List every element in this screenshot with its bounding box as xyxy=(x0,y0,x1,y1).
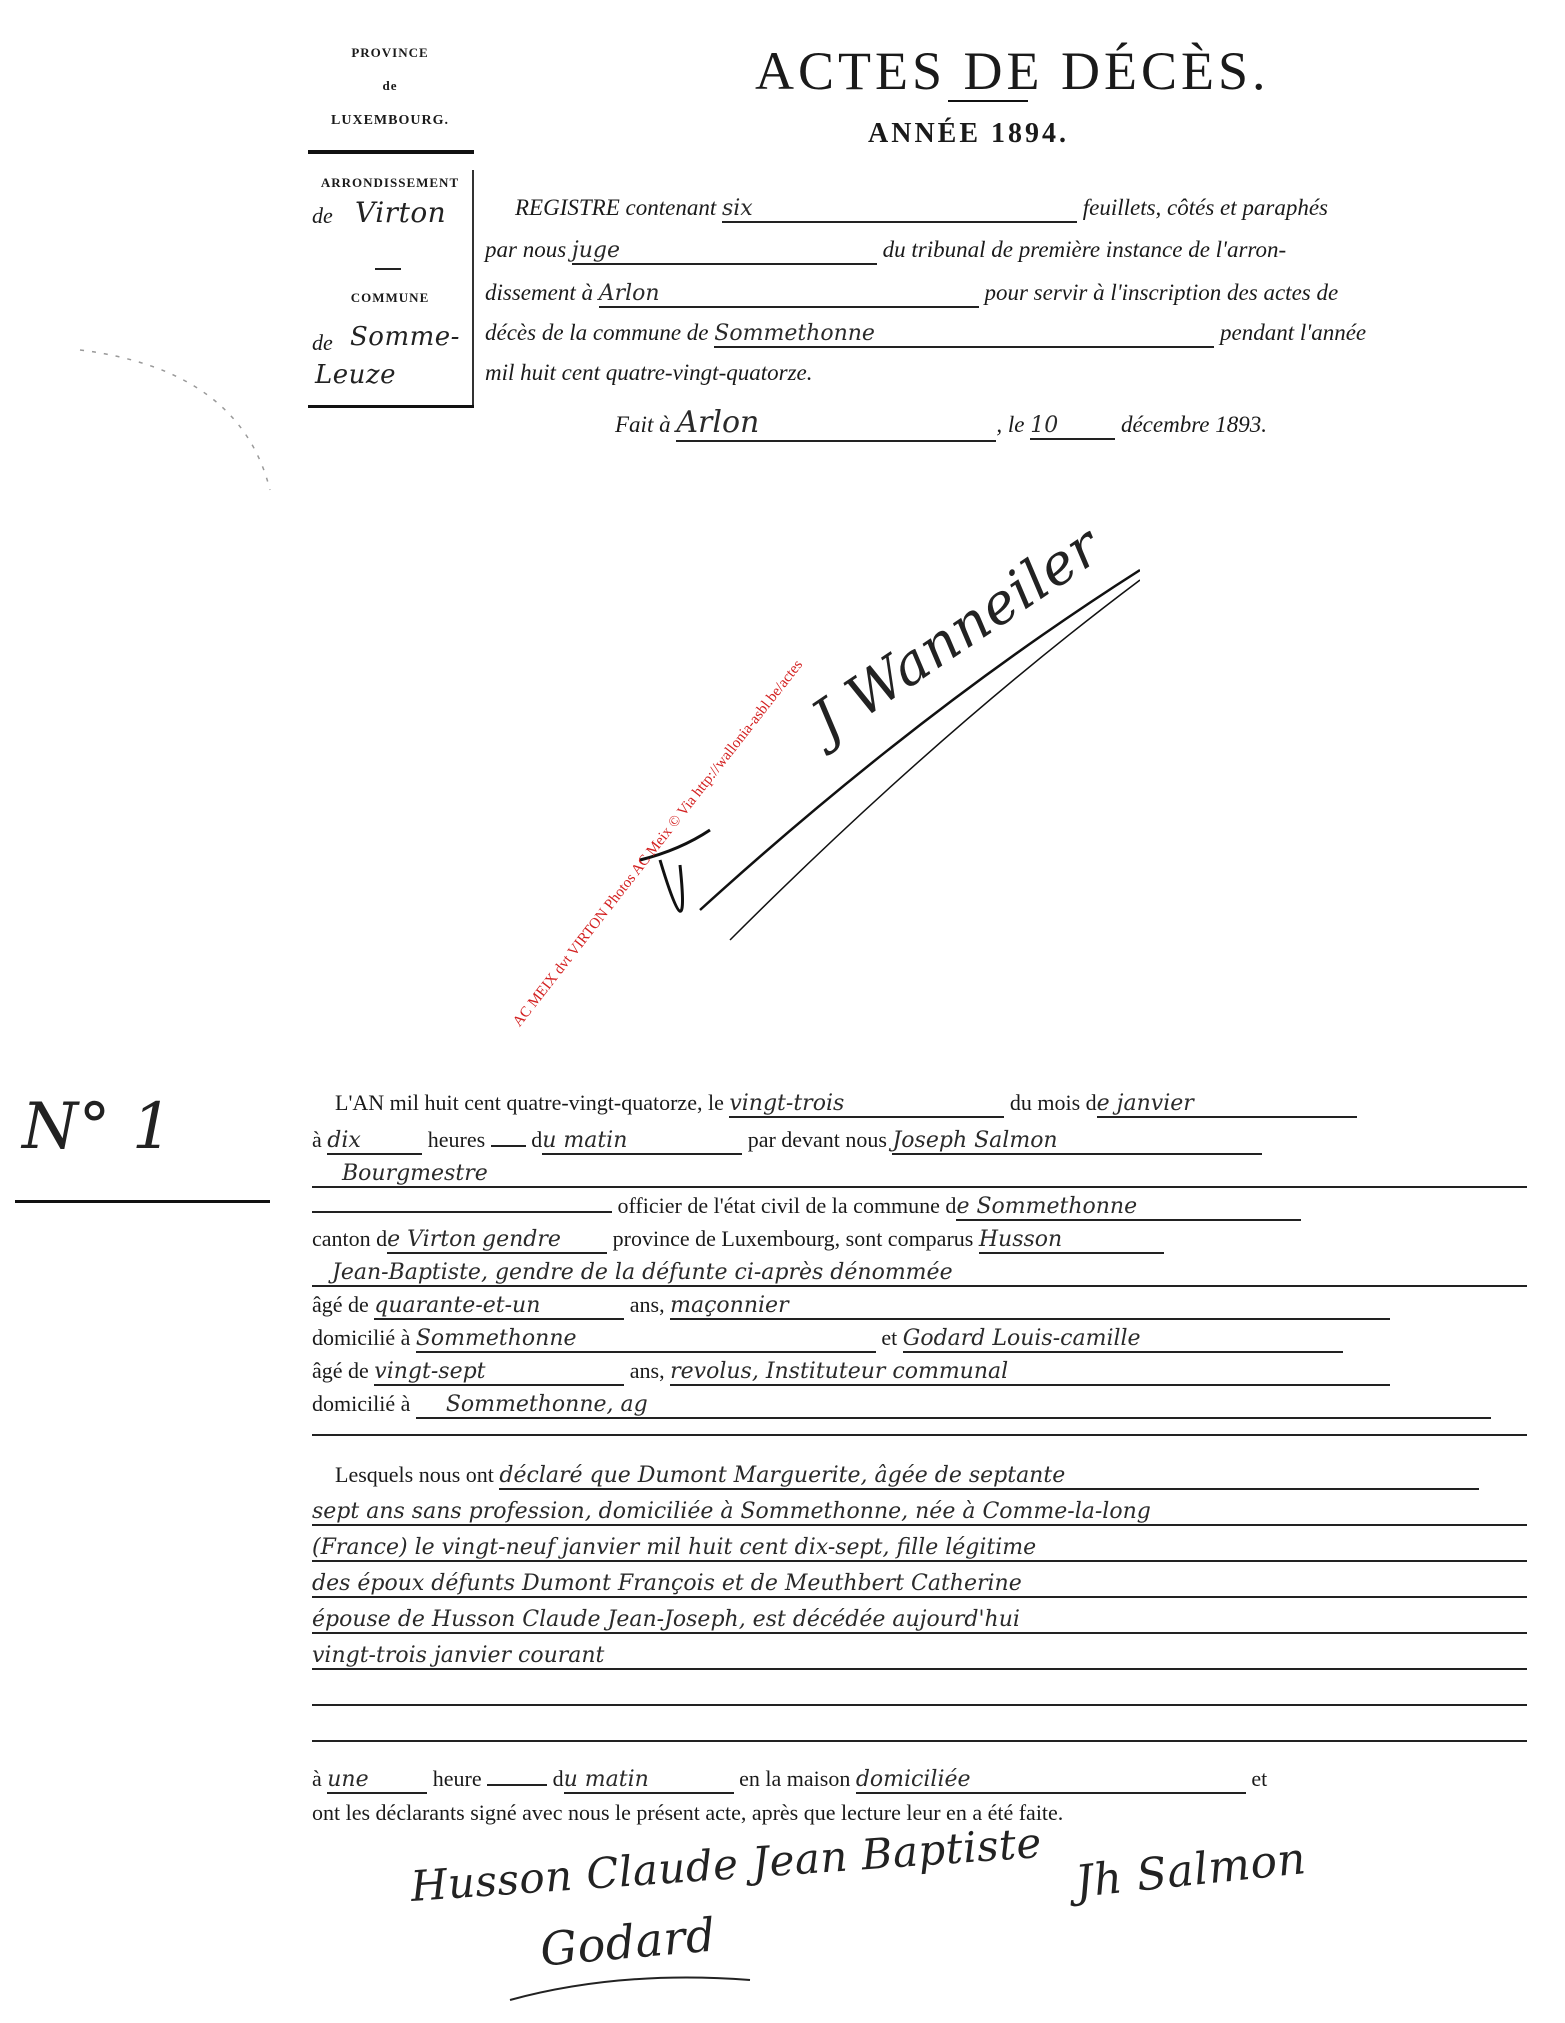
date-le: , le xyxy=(996,412,1025,437)
commune-name: Sommethonne xyxy=(714,321,875,346)
juge-value: juge xyxy=(571,238,620,263)
stamp-arc xyxy=(60,330,290,500)
act-separator-1 xyxy=(312,1434,1527,1436)
l1-day: vingt-trois xyxy=(729,1091,845,1116)
l8-comp2: Godard Louis-camille xyxy=(902,1326,1141,1351)
para-line-3 xyxy=(312,1534,1527,1562)
l8-place: Sommethonne xyxy=(415,1326,577,1351)
date-rest: décembre 1893. xyxy=(1120,412,1267,437)
tribunal-text: du tribunal de première instance de l'arron- xyxy=(882,237,1287,262)
arrondissement-label: ARRONDISSEMENT xyxy=(320,175,460,190)
p4: des époux défunts Dumont François et de Meuthbert Catherine xyxy=(312,1571,1022,1596)
arrondissement-de: de xyxy=(312,203,333,228)
signature-husson: Husson Claude Jean Baptiste xyxy=(409,1818,1044,1911)
header-vertical-rule xyxy=(472,170,474,405)
f1-period: u matin xyxy=(563,1767,649,1792)
l2-c: d xyxy=(531,1127,543,1152)
l1-month: e janvier xyxy=(1096,1091,1194,1116)
f1-d: en la maison xyxy=(739,1766,851,1791)
l2-hour: dix xyxy=(327,1128,361,1153)
l5-a: canton d xyxy=(312,1226,388,1251)
l6-text: Jean-Baptiste, gendre de la défunte ci-après dénommée xyxy=(332,1260,953,1285)
p1: déclaré que Dumont Marguerite, âgée de septante xyxy=(499,1463,1066,1488)
registre-word: REGISTRE xyxy=(515,195,620,220)
p5: épouse de Husson Claude Jean-Joseph, est décédée aujourd'hui xyxy=(312,1607,1020,1632)
judge-signature-strokes xyxy=(620,560,1140,980)
para-line-2 xyxy=(312,1498,1527,1526)
l1-a: L'AN mil huit cent quatre-vingt-quatorze, le xyxy=(335,1090,724,1115)
act-line-9 xyxy=(312,1358,1390,1386)
register-line-5: mil huit cent quatre-vingt-quatorze. xyxy=(485,360,813,385)
act-line-6 xyxy=(312,1259,1527,1287)
act-line-8 xyxy=(312,1325,1343,1353)
l2-period: u matin xyxy=(542,1128,628,1153)
l9-b: ans, xyxy=(629,1358,665,1383)
act-line-3 xyxy=(312,1160,1527,1188)
f1-hour: une xyxy=(327,1767,369,1792)
l5-b: province de Luxembourg, sont comparus xyxy=(612,1226,974,1251)
act-line-1 xyxy=(335,1090,1357,1118)
register-line-3 xyxy=(485,280,1338,308)
act-line-4 xyxy=(312,1193,1301,1221)
fait-lieu: Arlon xyxy=(676,405,760,440)
act-blank-line-2 xyxy=(312,1740,1527,1742)
act-line-2 xyxy=(312,1127,1262,1155)
l2-d: par devant nous xyxy=(747,1127,887,1152)
para-line-4 xyxy=(312,1570,1527,1598)
title-underline xyxy=(948,100,1028,102)
l5-gendre: gendre xyxy=(481,1227,561,1252)
l8-a: domicilié à xyxy=(312,1325,411,1350)
l2-b: heures xyxy=(427,1127,486,1152)
commune-value-1: Somme- xyxy=(350,322,460,352)
p3: (France) le vingt-neuf janvier mil huit cent dix-sept, fille légitime xyxy=(312,1535,1037,1560)
province-de: de xyxy=(382,78,398,93)
act-line-10 xyxy=(312,1391,1491,1419)
header-divider xyxy=(308,150,474,154)
feuillets-count: six xyxy=(721,196,753,221)
register-line-1 xyxy=(515,195,1328,223)
final-line-1 xyxy=(312,1766,1267,1794)
para-line-6 xyxy=(312,1642,1527,1670)
register-line-2 xyxy=(485,237,1286,265)
commune-value-2: Leuze xyxy=(315,360,396,390)
l3-title: Bourgmestre xyxy=(342,1161,488,1186)
l9-prof: revolus, Instituteur communal xyxy=(670,1359,1009,1384)
l5-canton: e Virton xyxy=(387,1227,477,1252)
f1-house: domiciliée xyxy=(855,1767,971,1792)
act-number: N° 1 xyxy=(22,1090,174,1164)
pour-servir: pour servir à l'inscription des actes de xyxy=(984,280,1339,305)
act-number-underline xyxy=(15,1200,270,1203)
dissement-text: dissement à xyxy=(485,280,593,305)
l4-commune: e Sommethonne xyxy=(956,1194,1138,1219)
fait-a: Fait à xyxy=(615,412,671,437)
commune-de: de xyxy=(312,330,333,355)
f1-c: d xyxy=(552,1766,564,1791)
par-nous: par nous xyxy=(485,237,567,262)
arrondissement-value: Virton xyxy=(355,196,447,229)
date-day: 10 xyxy=(1030,413,1059,438)
register-date-line xyxy=(615,405,1267,442)
l2-name: Joseph Salmon xyxy=(892,1128,1058,1153)
l7-age: quarante-et-un xyxy=(374,1293,541,1318)
page-title xyxy=(755,40,1270,102)
l4-a: officier de l'état civil de la commune d xyxy=(617,1193,957,1218)
godard-flourish xyxy=(500,1960,760,2010)
pendant-text: pendant l'année xyxy=(1220,320,1367,345)
year-heading: ANNÉE 1894. xyxy=(868,118,1070,149)
final-line-2: ont les déclarants signé avec nous le présent acte, après que lecture leur en a été faite. xyxy=(312,1800,1064,1825)
feuillets-text: feuillets, côtés et paraphés xyxy=(1082,195,1329,220)
l7-b: ans, xyxy=(629,1292,665,1317)
province-label: PROVINCE xyxy=(351,45,429,60)
l5-comp1: Husson xyxy=(978,1227,1063,1252)
l7-a: âgé de xyxy=(312,1292,369,1317)
l9-age: vingt-sept xyxy=(374,1359,486,1384)
p2: sept ans sans profession, domiciliée à Sommethonne, née à Comme-la-long xyxy=(312,1499,1151,1524)
l9-a: âgé de xyxy=(312,1358,369,1383)
p6: vingt-trois janvier courant xyxy=(312,1643,605,1668)
short-divider xyxy=(375,268,401,270)
l1-b: du mois d xyxy=(1009,1090,1097,1115)
f1-b: heure xyxy=(432,1766,482,1791)
l2-a: à xyxy=(312,1127,322,1152)
register-line-4 xyxy=(485,320,1366,348)
signature-salmon: Jh Salmon xyxy=(1072,1833,1309,1908)
l7-prof: maçonnier xyxy=(670,1293,789,1318)
page-title-text: ACTES DE DÉCÈS. xyxy=(755,41,1270,101)
arlon-value: Arlon xyxy=(598,281,660,306)
f1-a: à xyxy=(312,1766,322,1791)
l8-b: et xyxy=(881,1325,898,1350)
signature-godard: Godard xyxy=(537,1907,718,1977)
l10-a: domicilié à xyxy=(312,1391,411,1416)
judge-signature: J Wanneiler xyxy=(800,513,1113,754)
province-name: LUXEMBOURG. xyxy=(331,113,449,128)
f1-e: et xyxy=(1251,1766,1268,1791)
commune-label: COMMUNE xyxy=(350,290,430,305)
para-line-1 xyxy=(335,1462,1479,1490)
contenant-word: contenant xyxy=(625,195,717,220)
deces-commune: décès de la commune de xyxy=(485,320,709,345)
act-line-5 xyxy=(312,1226,1164,1254)
header-divider-bottom xyxy=(308,405,474,408)
para-line-5 xyxy=(312,1606,1527,1634)
act-blank-line-1 xyxy=(312,1704,1527,1706)
act-line-7 xyxy=(312,1292,1390,1320)
l10-place: Sommethonne, ag xyxy=(445,1392,648,1417)
p-a: Lesquels nous ont xyxy=(335,1462,494,1487)
watermark: AC MEIX dvt VIRTON Photos AC Meix © Via http://wallonia-asbl.be/actes xyxy=(510,657,807,1030)
